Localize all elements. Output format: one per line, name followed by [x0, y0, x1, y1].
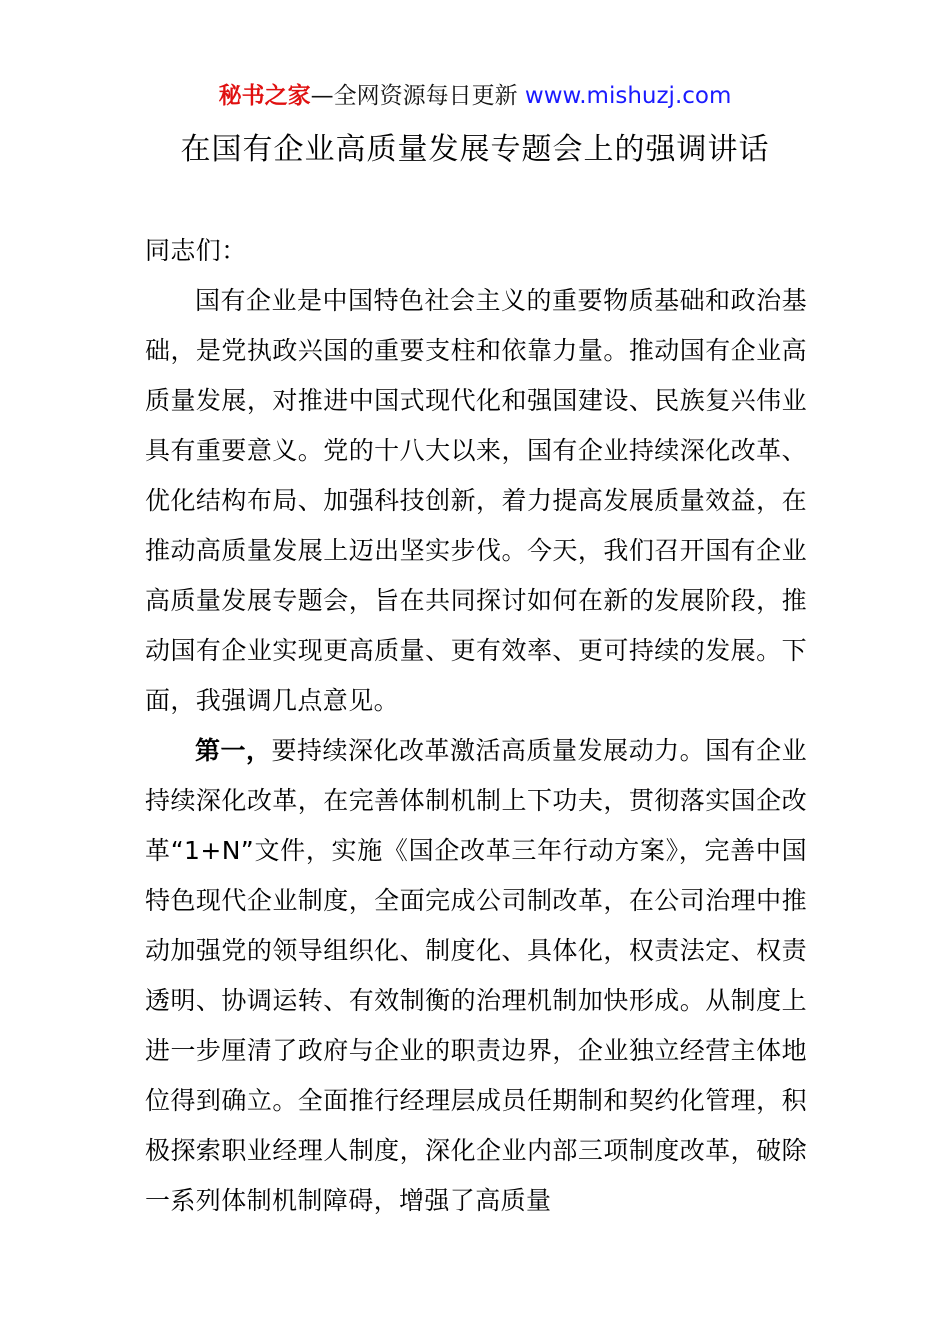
- paragraph-point-one: [145, 726, 807, 1226]
- site-url-link[interactable]: www.mishuzj.com: [524, 83, 732, 109]
- brand-name: 秘书之家: [218, 83, 311, 109]
- document-title: 在国有企业高质量发展专题会上的强调讲话: [180, 132, 770, 167]
- salutation: 同志们：: [145, 236, 247, 265]
- paragraph-intro: [145, 276, 807, 726]
- site-header: [0, 80, 950, 112]
- site-tagline: —全网资源每日更新: [310, 83, 525, 109]
- paragraph-text: 国有企业是中国特色社会主义的重要物质基础和政治基础，是党执政兴国的重要支柱和依靠力量。推动国有企业高质量发展，对推进中国式现代化和强国建设、民族复兴伟业具有重要意义。党的十八大以来，国有企业持续深化改革、优化结构布局、加强科技创新，着力提高发展质量效益，在推动高质量发展上迈出坚实步伐。今天，我们召开国有企业高质量发展专题会，旨在共同探讨如何在新的发展阶段，推动国有企业实现更高质量、更有效率、更可持续的发展。下面，我强调几点意见。: [145, 286, 807, 715]
- paragraph-lead: 第一，: [195, 736, 272, 765]
- document-body: [145, 226, 807, 1226]
- paragraph-text: 要持续深化改革激活高质量发展动力。国有企业持续深化改革，在完善体制机制上下功夫，贯彻落实国企改革“1+N”文件，实施《国企改革三年行动方案》，完善中国特色现代企业制度，全面完成公司制改革，在公司治理中推动加强党的领导组织化、制度化、具体化，权责法定、权责透明、协调运转、有效制衡的治理机制加快形成。从制度上进一步厘清了政府与企业的职责边界，企业独立经营主体地位得到确立。全面推行经理层成员任期制和契约化管理，积极探索职业经理人制度，深化企业内部三项制度改革，破除一系列体制机制障碍，增强了高质量: [145, 736, 807, 1215]
